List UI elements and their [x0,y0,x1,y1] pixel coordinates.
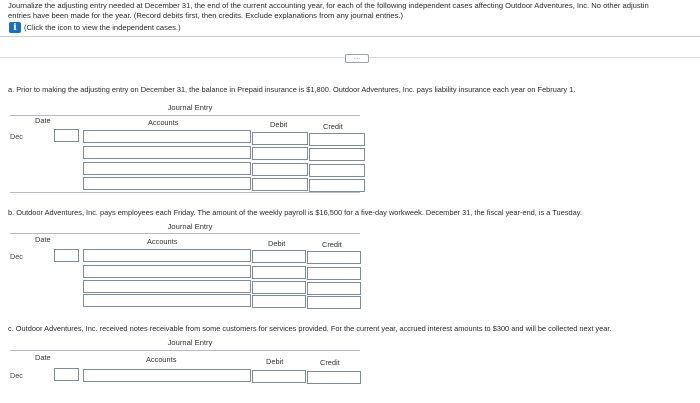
journal-a [10,100,360,195]
debit-input[interactable] [252,250,306,263]
info-icon[interactable]: i [9,22,21,33]
account-input[interactable] [83,146,251,159]
date-day-input[interactable] [54,249,79,262]
header-credit: Credit [322,240,342,249]
date-month: Dec [10,371,23,380]
journal-title-b: Journal Entry [167,222,213,231]
journal-c [10,335,360,403]
debit-input[interactable] [252,147,308,160]
header-accounts: Accounts [147,237,178,246]
debit-input[interactable] [252,178,308,191]
date-day-input[interactable] [54,368,79,381]
header-rule [10,350,360,351]
header-debit: Debit [268,239,286,248]
cases-hint[interactable] [9,22,181,33]
header-date: Date [35,116,51,125]
journal-title-a: Journal Entry [167,103,213,112]
credit-input[interactable] [309,148,365,161]
table-bottom-rule [10,192,360,193]
journal-b [10,219,360,311]
more-dots-icon[interactable]: .... [345,54,369,63]
account-input[interactable] [83,280,251,293]
debit-input[interactable] [252,266,306,279]
instructions-line-1: Journalize the adjusting entry needed at December 31, the end of the current accounting year, for each of the following independent cases affecting Outdoor Adventures, Inc. No other adjustin [8,1,649,10]
top-divider [0,36,700,37]
credit-input[interactable] [307,251,361,264]
header-accounts: Accounts [146,355,177,364]
debit-input[interactable] [252,370,306,383]
date-month: Dec [10,132,23,141]
credit-input[interactable] [307,371,361,384]
debit-input[interactable] [252,163,308,176]
account-input[interactable] [83,177,251,190]
header-date: Date [35,353,51,362]
debit-input[interactable] [252,281,306,294]
header-date: Date [35,235,51,244]
credit-input[interactable] [307,296,361,309]
credit-input[interactable] [309,179,365,192]
question-c: c. Outdoor Adventures, Inc. received notes receivable from some customers for services provided. For the current year, accrued interest amounts to $300 and will be collected next year. [8,324,612,333]
debit-input[interactable] [252,132,308,145]
header-accounts: Accounts [148,118,179,127]
journal-title-c: Journal Entry [167,338,213,347]
question-b: b. Outdoor Adventures, Inc. pays employees each Friday. The amount of the weekly payroll is $16,500 for a five-day workweek. December 31, the fiscal year-end, is a Tuesday. [8,208,582,217]
header-credit: Credit [320,358,340,367]
credit-input[interactable] [309,164,365,177]
header-debit: Debit [270,120,288,129]
instructions [8,1,700,20]
account-input[interactable] [83,265,251,278]
header-rule [10,233,360,234]
cases-hint-text: (Click the icon to view the independent cases.) [24,23,181,32]
account-input[interactable] [83,130,251,143]
question-a: a. Prior to making the adjusting entry on December 31, the balance in Prepaid insurance is $1,800. Outdoor Adventures, Inc. pays liability insurance each year on February 1. [8,85,576,94]
debit-input[interactable] [252,295,306,308]
header-credit: Credit [323,122,343,131]
date-month: Dec [10,252,23,261]
credit-input[interactable] [307,282,361,295]
account-input[interactable] [83,369,251,382]
account-input[interactable] [83,249,251,262]
instructions-line-2: entries have been made for the year. (Record debits first, then credits. Exclude explanations from any journal entries.) [8,10,404,20]
header-rule [10,115,360,116]
credit-input[interactable] [307,267,361,280]
header-debit: Debit [266,357,284,366]
credit-input[interactable] [309,133,365,146]
account-input[interactable] [83,294,251,307]
account-input[interactable] [83,162,251,175]
date-day-input[interactable] [54,129,79,142]
